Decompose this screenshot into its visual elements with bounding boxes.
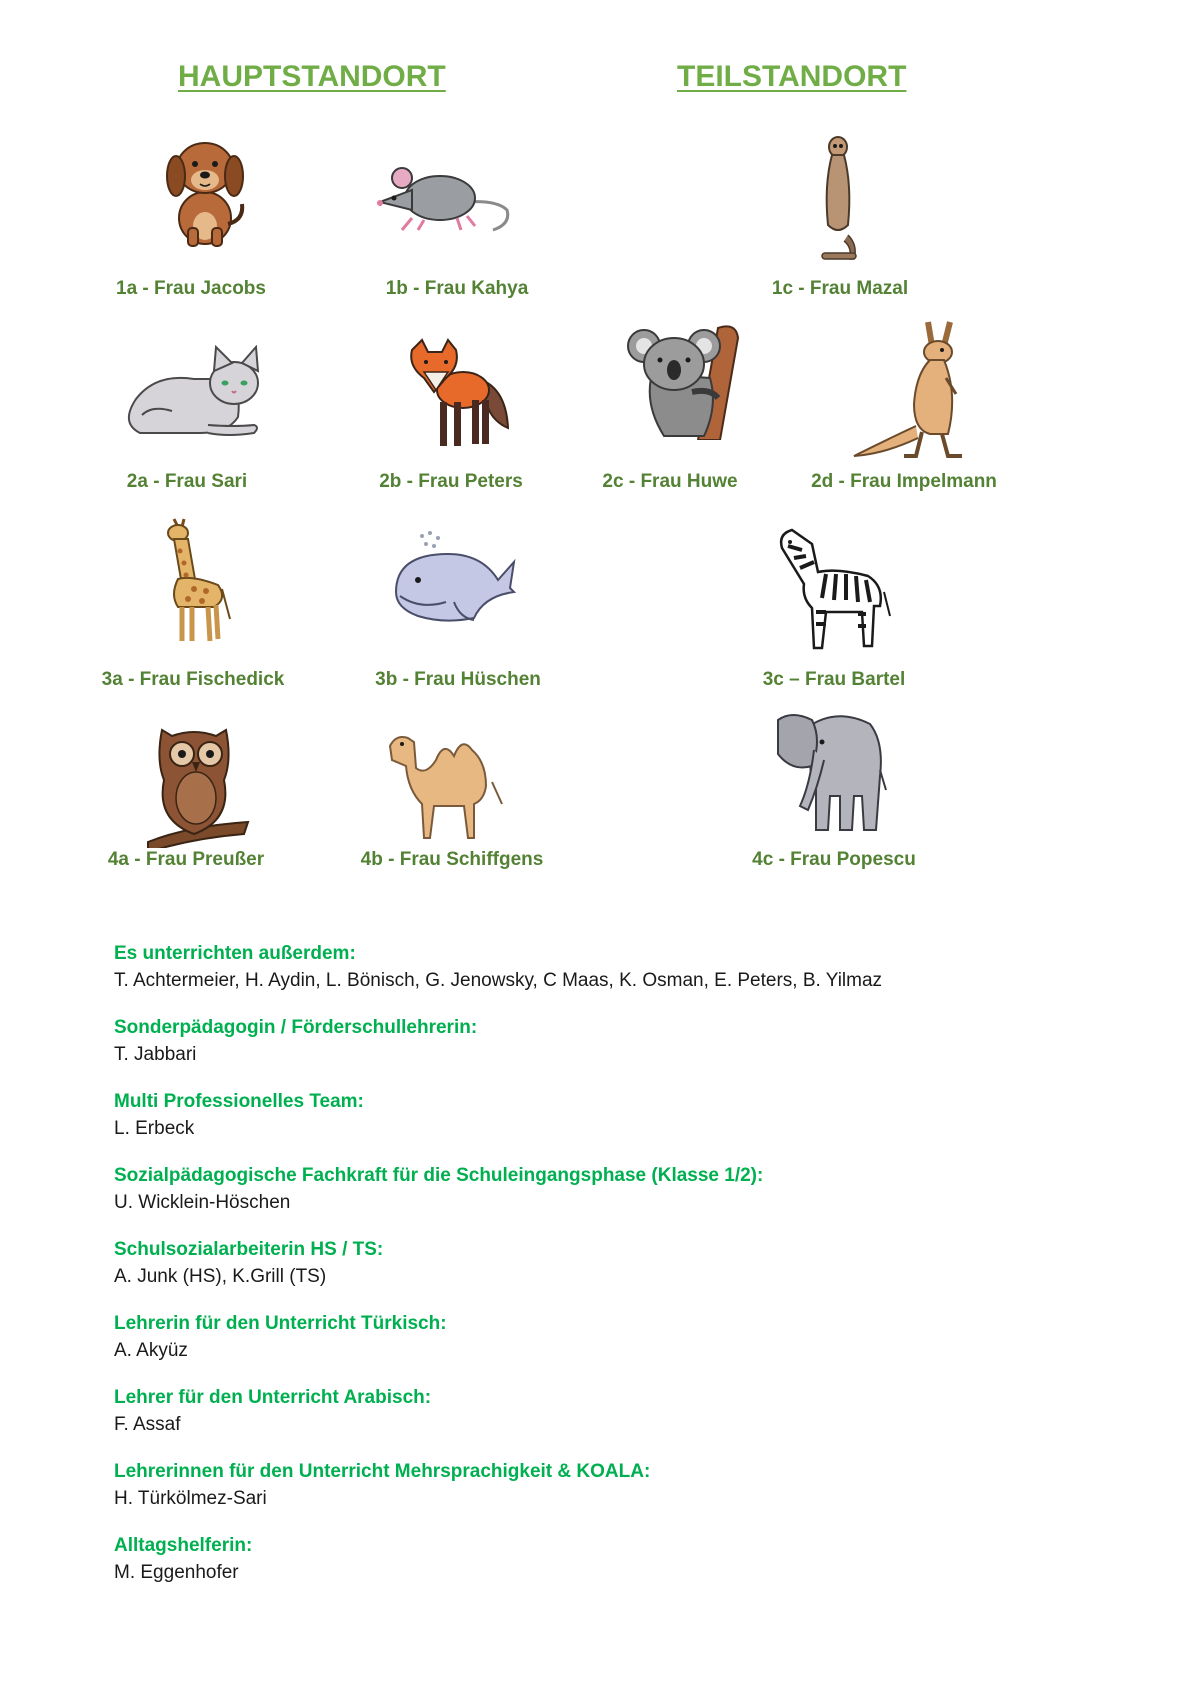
section-title: Multi Professionelles Team: bbox=[114, 1091, 364, 1112]
class-label-1b: 1b - Frau Kahya bbox=[385, 278, 529, 299]
section-names: T. Jabbari bbox=[114, 1044, 197, 1065]
section-names: U. Wicklein-Höschen bbox=[114, 1192, 291, 1213]
camel-icon bbox=[386, 730, 514, 840]
section-title: Schulsozialarbeiterin HS / TS: bbox=[114, 1239, 384, 1260]
section-school-social-work bbox=[114, 1236, 383, 1290]
section-daily-helper bbox=[114, 1532, 252, 1586]
owl-icon bbox=[144, 720, 250, 848]
section-names: A. Akyüz bbox=[114, 1340, 188, 1361]
class-label-3b: 3b - Frau Hüschen bbox=[375, 669, 541, 690]
kangaroo-icon bbox=[850, 318, 980, 463]
cat-icon bbox=[122, 345, 267, 440]
section-title: Lehrer für den Unterricht Arabisch: bbox=[114, 1387, 432, 1408]
heading-hauptstandort: HAUPTSTANDORT bbox=[178, 60, 446, 93]
section-names: H. Türkölmez-Sari bbox=[114, 1488, 267, 1509]
koala-icon bbox=[622, 322, 750, 440]
section-social-pedagogy bbox=[114, 1162, 763, 1216]
section-title: Es unterrichten außerdem: bbox=[114, 943, 356, 964]
class-label-2c: 2c - Frau Huwe bbox=[602, 471, 738, 492]
class-label-2b: 2b - Frau Peters bbox=[379, 471, 523, 492]
section-title: Lehrerinnen für den Unterricht Mehrsprachigkeit & KOALA: bbox=[114, 1461, 651, 1482]
section-names: A. Junk (HS), K.Grill (TS) bbox=[114, 1266, 327, 1287]
section-names: M. Eggenhofer bbox=[114, 1562, 239, 1583]
elephant-icon bbox=[774, 710, 890, 838]
section-multi-professional-team bbox=[114, 1088, 364, 1142]
section-turkish-teacher bbox=[114, 1310, 447, 1364]
zebra-icon bbox=[776, 528, 892, 650]
class-label-4a: 4a - Frau Preußer bbox=[107, 849, 265, 870]
fox-icon bbox=[408, 338, 513, 453]
section-names: T. Achtermeier, H. Aydin, L. Bönisch, G. Jenowsky, C Maas, K. Osman, E. Peters, B. Yilmaz bbox=[114, 970, 883, 991]
section-further-teachers bbox=[114, 940, 882, 994]
heading-teilstandort: TEILSTANDORT bbox=[677, 60, 907, 93]
class-label-2a: 2a - Frau Sari bbox=[126, 471, 248, 492]
class-label-3c: 3c – Frau Bartel bbox=[762, 669, 906, 690]
section-special-education bbox=[114, 1014, 477, 1068]
class-label-4b: 4b - Frau Schiffgens bbox=[360, 849, 544, 870]
meerkat-icon bbox=[808, 135, 868, 265]
class-label-3a: 3a - Frau Fischedick bbox=[101, 669, 285, 690]
class-label-1a: 1a - Frau Jacobs bbox=[116, 278, 266, 299]
section-title: Sozialpädagogische Fachkraft für die Schuleingangsphase (Klasse 1/2): bbox=[114, 1165, 764, 1186]
dog-icon bbox=[150, 128, 260, 248]
whale-icon bbox=[392, 530, 517, 630]
class-label-4c: 4c - Frau Popescu bbox=[752, 849, 916, 870]
class-label-1c: 1c - Frau Mazal bbox=[771, 278, 909, 299]
section-title: Alltagshelferin: bbox=[114, 1535, 253, 1556]
section-arabic-teacher bbox=[114, 1384, 431, 1438]
mouse-icon bbox=[372, 150, 512, 240]
section-title: Lehrerin für den Unterricht Türkisch: bbox=[114, 1313, 447, 1334]
section-title: Sonderpädagogin / Förderschullehrerin: bbox=[114, 1017, 478, 1038]
section-names: L. Erbeck bbox=[114, 1118, 195, 1139]
section-names: F. Assaf bbox=[114, 1414, 181, 1435]
giraffe-icon bbox=[164, 515, 236, 643]
section-multilingual-koala bbox=[114, 1458, 650, 1512]
class-label-2d: 2d - Frau Impelmann bbox=[811, 471, 997, 492]
